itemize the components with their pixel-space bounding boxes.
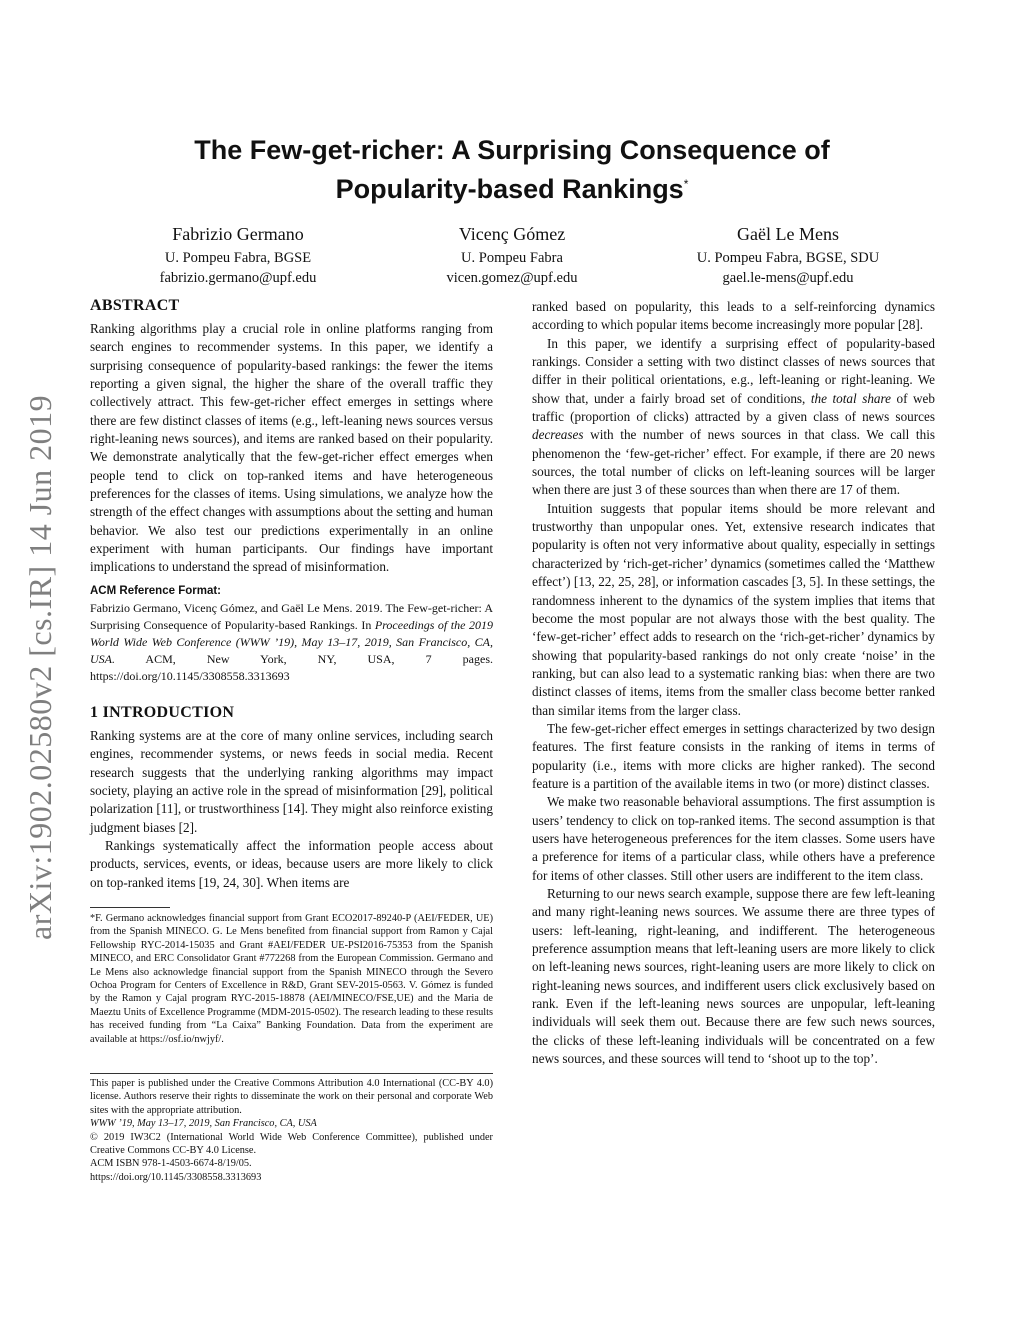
right-paragraph-1-emph-1: the total share [810,390,892,406]
author-email[interactable]: fabrizio.germano@upf.edu [159,270,317,286]
copyright-divider [90,1073,493,1074]
intro-heading: 1 INTRODUCTION [90,703,235,721]
right-column [532,298,935,1068]
author-email[interactable]: gael.le-mens@upf.edu [722,270,854,286]
right-paragraph-3: The few-get-richer effect emerges in settings characterized by two design features. The first feature consists in the ranking of items in terms of popularity (i.e., items with more clicks are higher ranked). The second feature is a partition of the available items in two (or more) distinct classes. [532,720,935,791]
right-paragraph-1-b: of web traffic (proportion of clicks) attracted by a given class of news sources [532,390,935,425]
acm-reference-part-a: Fabrizio Germano, Vicenç Gómez, and Gaël Le Mens. 2019. The Few-get-richer: A Surprising Consequence of Popularity-based Rankings. In [90,600,493,632]
author-name: Gaël Le Mens [737,224,839,244]
acm-reference-text [90,600,493,685]
right-paragraph-1-a: In this paper, we identify a surprising effect of popularity-based rankings. Consider a setting with two distinct classes of news sources that differ in their political orientations, e.g., left-leaning or right-leaning. We show that, under a fairly broad set of conditions, [532,335,935,406]
venue-text: WWW ’19, May 13–17, 2019, San Francisco, CA, USA [90,1118,317,1130]
paper-title [150,133,874,206]
intro-paragraph-2: Rankings systematically affect the information people access about products, services, events, or ideas, because users are more likely to click on top-ranked items [19, 24, 30]. When items are [90,837,493,890]
right-paragraph-2: Intuition suggests that popular items should be more relevant and trustworthy than unpopular ones. Yet, extensive research indicates that popularity is often not very informative about quality, especially in settings characterized by ‘rich-get-richer’ dynamics (sometimes called the ‘Matthew effect’) [13, 22, 25, 28], or information cascades [3, 5]. In these settings, the randomness inherent to the dynamics of the system implies that items that become the most popular are not always those with the best quality. The ‘few-get-richer’ effect adds to research on the ‘rich-get-richer’ dynamics by showing that popularity-based rankings do not only create ‘noise’ in the ranking, but can also lead to a systematic ranking bias: when there are two distinct classes of items, items from the smaller class become better ranked than similar items from the larger class. [532,500,935,718]
right-paragraph-5: Returning to our news search example, suppose there are few left-leaning and many right-leaning news sources. We assume there are three types of users: left-leaning, right-leaning, and indifferent. The heterogeneous preference assumption means that left-leaning users are more likely to click on left-leaning news sources, right-leaning users are more likely to click on right-leaning news sources, and indifferent users click exclusively based on rank. Even if the left-leaning news sources are unpopular, left-leaning individuals will seek them out. Because there are few such news sources, the clicks of these left-leaning individuals will be concentrated on a few news sources, and these sources will tend to ‘shoot up to the top’. [532,886,935,1067]
isbn-text: ACM ISBN 978-1-4503-6674-8/19/05. [90,1158,252,1170]
right-paragraph-0: ranked based on popularity, this leads to a self-reinforcing dynamics according to which popular items become increasingly more popular [28]. [532,299,935,333]
author-block-3 [658,222,918,288]
right-paragraph-4: We make two reasonable behavioral assumptions. The first assumption is users’ tendency to click on top-ranked items. The second assumption is that users have heterogeneous preferences for the item classes. Some users have a preference for items of a particular class, while others have a preference for items of other classes. Still other users are indifferent to the item class. [532,794,935,883]
acm-reference-part-b: ACM, New York, NY, USA, 7 pages. https://doi.org/10.1145/3308558.3313693 [90,651,493,683]
author-name: Vicenç Gómez [458,224,566,244]
title-line-2-wrap [150,167,874,206]
author-affiliation: U. Pompeu Fabra [461,250,563,266]
abstract-heading: ABSTRACT [90,297,180,314]
title-footnote-mark: * [683,177,689,191]
right-paragraph-1-c: with the number of news sources in that class. We call this phenomenon the ‘few-get-richer’ effect. For example, if there are 20 news sources, the total number of clicks on left-leaning sources will be larger when there are just 3 of these sources than when there are 17 of them. [532,427,935,498]
acm-reference-proceedings: Proceedings of the 2019 World Wide Web Conference (WWW ’19), May 13–17, 2019, San Francisco, CA, USA. [90,617,494,666]
author-affiliation: U. Pompeu Fabra, BGSE, SDU [696,250,880,266]
author-email[interactable]: vicen.gomez@upf.edu [446,270,578,286]
author-name: Fabrizio Germano [172,224,304,244]
author-block-1 [108,222,368,288]
doi-link[interactable]: https://doi.org/10.1145/3308558.3313693 [90,1171,262,1183]
author-block-2 [382,222,642,288]
abstract-text: Ranking algorithms play a crucial role in online platforms ranging from search engines to recommender systems. In this paper, we identify a surprising consequence of popularity-based rankings: the fewer the items reporting a given signal, the higher the share of the overall traffic they collectively attract. This few-get-richer effect emerges in settings where there are few distinct classes of items (e.g., left-leaning news sources versus right-leaning news sources), and items are ranked based on their popularity. We demonstrate analytically that the few-get-richer effect emerges when people tend to click on top-ranked items and have heterogeneous preferences for the classes of items. Using simulations, we analyze how the strength of the effect changes with assumptions about the setting and human behavior. We also test our predictions experimentally in an online experiment with human participants. Our findings have important implications to understand the spread of misinformation. [90,321,493,575]
right-paragraph-1-emph-2: decreases [532,427,584,443]
funding-footnote-text: *F. Germano acknowledges financial support from Grant ECO2017-89240-P (AEI/FEDER, UE) from the Spanish MINECO. G. Le Mens benefited from financial support from Ramon y Cajal Fellowship RYC-2014-15035 and Grant #AEI/FEDER UE-PSI2016-75353 from the Spanish MINECO, and ERC Consolidator Grant #772268 from the European Commission. Germano and Le Mens also acknowledge financial support from the Spanish MINECO through the Severo Ochoa Program for Centers of Excellence in R&D, Grant SEV-2015-0563. V. Gómez is funded by the Ramon y Cajal program RYC-2015-18878 (AEI/MINECO/FSE,UE) and the Maria de Maeztu Units of Excellence Programme (MDM-2015-0502). The research leading to these results has received funding from “La Caixa” Banking Foundation. Data from the experiment are available at https://osf.io/nwjyf/. [90,913,493,1045]
funding-footnote [90,912,493,1046]
arxiv-stamp-text: arXiv:1902.02580v2 [cs.IR] 14 Jun 2019 [22,394,58,940]
acm-reference-heading: ACM Reference Format: [90,584,221,597]
right-paragraph-1 [532,335,935,500]
title-line-2: Popularity-based Rankings [335,174,684,204]
title-line-1: The Few-get-richer: A Surprising Consequence of [194,135,830,165]
left-column [90,296,493,892]
copyright-text: © 2019 IW3C2 (International World Wide Web Conference Committee), published under Creative Commons CC-BY 4.0 License. [90,1131,493,1157]
intro-paragraph-1: Ranking systems are at the core of many online services, including search engines, recommender systems, or news feeds in social media. Recent research suggests that the underlying ranking algorithms may impact society, playing an active role in the spread of misinformation [29], political polarization [11], or trustworthiness [14]. They might also reinforce existing judgment biases [2]. [90,727,493,835]
license-text: This paper is published under the Creative Commons Attribution 4.0 International (CC-BY 4.0) license. Authors reserve their rights to disseminate the work on their personal and corporate Web sites with the appropriate attribution. [90,1078,493,1116]
footnote-divider [90,907,170,908]
author-affiliation: U. Pompeu Fabra, BGSE [164,250,312,266]
copyright-block [90,1077,493,1184]
